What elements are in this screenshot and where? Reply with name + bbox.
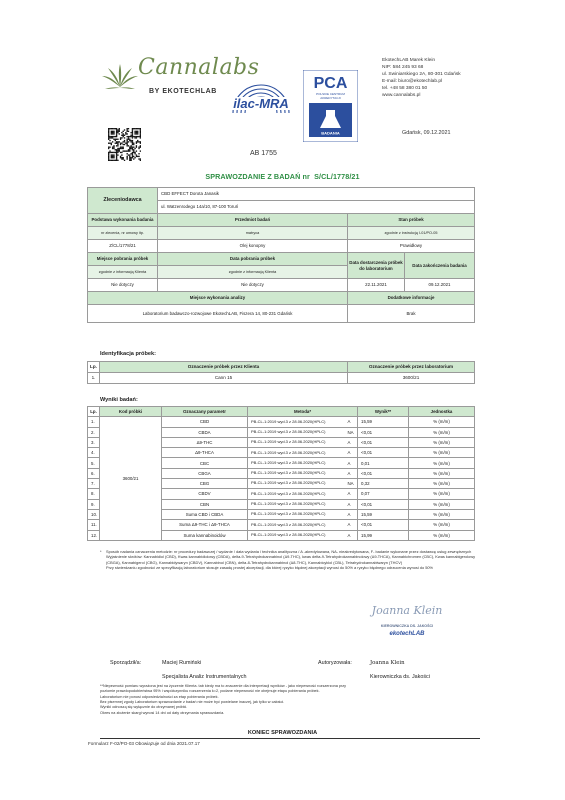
authorized-by-name: Joanna Klein (370, 660, 405, 666)
svg-text:KIEROWNICZKA DS. JAKOŚCI: KIEROWNICZKA DS. JAKOŚCI (380, 624, 434, 628)
authorized-by-role: Kierowniczka ds. Jakości (370, 674, 430, 680)
authorized-by-label: Autoryzowała: (318, 660, 352, 666)
table-row: 12. Suma kannabinoidów PB-CL-1:2019 wyd.3 z 28.06.2020(HPLC) A 15,99 % (m/m) (88, 530, 475, 540)
identification-section-label: Identyfikacja próbek: (100, 351, 156, 357)
divider (100, 738, 480, 739)
table-row: 6. CBGA PB-CL-1:2019 wyd.3 z 28.06.2020(HPLC) A <0,01 % (m/m) (88, 468, 475, 478)
table-row: 10. Suma CBD i CBDA PB-CL-1:2019 wyd.3 z 28.06.2020(HPLC) A 15,59 % (m/m) (88, 509, 475, 519)
table-row: 1. Cann 15 3600/21 (88, 373, 475, 384)
prepared-by-name: Maciej Rumiński (162, 660, 202, 666)
results-table: Lp. Kod próbki Oznaczany parametr Metoda* Wynik** Jednostka 1. 3600/21 CBD PB-CL-1:2019 wyd.3 z 28.06.2020(HPLC) A 15,59 % (m/m) 2. CBDA PB-CL-1:2019 wyd.3 z 28.06.2020(HPLC) NA <0,01 % (m/m) 3. Δ9-THC PB-CL-1:2019 wyd.3 z 28.06.2020(HPLC) A <0,01 % (m/m) 4. Δ9-THCA PB-CL-1:2019 wyd.3 z 28.06.2020(HPLC) A <0,01 % (m/m) 5. CBC PB-CL-1:2019 wyd.3 z 28.06.2020(HPLC) A 0,01 % (m/m) 6. CBGA PB-CL-1:2019 wyd.3 z 28.06.2020(HPLC) A <0,01 % (m/m) 7. CBG PB-CL-1:2019 wyd.3 z 28.06.2020(HPLC) NA 0,32 % (m/m) 8. CBDV PB-CL-1:2019 wyd.3 z 28.06.2020(HPLC) A 0,07 % (m/m) 9. CBN PB-CL-1:2019 wyd.3 z 28.06.2020(HPLC) A <0,01 % (m/m) 10. Suma CBD i CBDA PB-CL-1:2019 wyd.3 z 28.06.2020(HPLC) A 15,59 % (m/m) 11. Suma Δ9-THC i Δ9-THCA PB-CL-1:2019 wyd.3 z 28.06.2020(HPLC) A <0,01 % (m/m) 12. Suma kannabinoidów PB-CL-1:2019 wyd.3 z 28.06.2020(HPLC) A 15,99 % (m/m) (87, 406, 475, 541)
report-title: SPRAWOZDANIE Z BADAŃ nr S/CL/1778/21 (205, 172, 360, 181)
results-section-label: Wyniki badań: (100, 397, 138, 403)
handwritten-signature: Joanna Klein (371, 604, 443, 617)
svg-text:POLSKIE CENTRUM: POLSKIE CENTRUM (316, 92, 345, 96)
prepared-by-role: Specjalista Analiz Instrumentalnych (162, 674, 247, 680)
svg-text:ekotechLAB: ekotechLAB (389, 631, 425, 637)
table-row: 11. Suma Δ9-THC i Δ9-THCA PB-CL-1:2019 wyd.3 z 28.06.2020(HPLC) A <0,01 % (m/m) (88, 520, 475, 530)
pca-accreditation-logo (303, 70, 358, 142)
svg-text:AKREDYTACJI: AKREDYTACJI (320, 96, 341, 100)
sample-code-cell: 3600/21 (100, 417, 162, 541)
footnotes-block: **Niepewność pomiaru wyrażona jest na życzenie Klienta. tab kiedy ma to znaczenie dla interpretacji wyników - jako niepewność rozszerzona przy poziomie prawdopodobieństwa 95% i współczynniku rozszerzenia k=2, podane niepewność nie obejmuje etapu pobierania próbek. Laboratorium nie ponosi odpowiedzialności za etap pobierania próbek. Bez pisemnej zgody Laboratorium sprawozdanie z badań nie może być powielane inaczej, jak tylko w całości. Wyniki odnoszą się wyłącznie do otrzymanej próbki. Okres na złożenie skargi wynosi 14 dni od daty otrzymania sprawozdania. (100, 684, 347, 715)
notes-block: * Sposób nadania oznaczenia metodzie: nr procedury badawczej / wydanie / data wydania / technika analityczna / A -akredytowana, NA- nieakredytowana, F- badanie wykonane przez dostawcę usług zewnętrznych Wyjaśnienie skrótów: Kannabidiol (CBD), Kwas kannabidiolowy (CBDA), delta-9-Tetrahydrokannabinol (Δ9-THC), kwas delta-9-Tetrahydrokannabinolowy (Δ9-THCA), Kannabichromen (CBC), Kwas kannabigerolowy (CBGA), Kannabigerol (CBG), Kannabidywaryn (CBDV), Kannabinol (CBN), delta-8-Tetrahydrokannabinol (Δ8-THC), Kannabicyklol (CBL), Tetrahydrokannabiwaryn (THCV) Przy stwierdzaniu zgodności ze specyfikacją laboratorium stosuje zasadę prostej akceptacji, dla której ryzyko błędnej akceptacji wynosi do 50% a ryzyko błędnego odrzucenia wynosi do 50% (100, 549, 476, 570)
brand-subtitle: BY EKOTECHLAB (149, 88, 217, 95)
accreditation-number: AB 1755 (250, 150, 277, 157)
table-row: 1. 3600/21 CBD PB-CL-1:2019 wyd.3 z 28.06.2020(HPLC) A 15,59 % (m/m) (88, 417, 475, 427)
brand-logo-text: Cannalabs (138, 55, 260, 80)
pca-text: PCA (313, 75, 348, 92)
table-row: 7. CBG PB-CL-1:2019 wyd.3 z 28.06.2020(HPLC) NA 0,32 % (m/m) (88, 479, 475, 489)
table-row: 4. Δ9-THCA PB-CL-1:2019 wyd.3 z 28.06.2020(HPLC) A <0,01 % (m/m) (88, 448, 475, 458)
ilac-mra-logo (225, 73, 297, 123)
cannabis-leaf-icon (100, 62, 140, 92)
ilac-mra-text: ilac-MRA (233, 96, 289, 111)
report-info-table: Zleceniodawca CBD EFFECT Dorota Janasik ul. Watzenrodego 14a/10, 87-100 Toruń Podstawa wykonania badania Przedmiot badań Stan próbek nr zlecenia, nr umowy itp. matryca zgodnie z instrukcją I-01/PO-05 Z/CL/1778/21 Olej konopny Prawidłowy Miejsce pobrania próbek Data pobrania próbek Data dostarczenia próbek do laboratorium Data zakończenia badania zgodnie z informacją Klienta zgodnie z informacją Klienta Nie dotyczy Nie dotyczy 22.11.2021 09.12.2021 Miejsce wykonania analizy Dodatkowe informacje Laboratorium badawczo-rozwojowe EkotechLAB, Fiszera 14, 80-231 Gdańsk Brak (87, 187, 475, 323)
svg-text:BADANIA: BADANIA (321, 130, 340, 136)
table-row: 2. CBDA PB-CL-1:2019 wyd.3 z 28.06.2020(HPLC) NA <0,01 % (m/m) (88, 427, 475, 437)
table-row: 8. CBDV PB-CL-1:2019 wyd.3 z 28.06.2020(HPLC) A 0,07 % (m/m) (88, 489, 475, 499)
signature-stamp (360, 600, 455, 640)
qr-code (108, 128, 141, 161)
table-row: 9. CBN PB-CL-1:2019 wyd.3 z 28.06.2020(HPLC) A <0,01 % (m/m) (88, 499, 475, 509)
lab-address-block: EkotechLAB Marek Klein NIP: 584 245 93 68 ul. Swiniarskiego 2A, 80-301 Gdańsk E-mail: biuro@ekotechlab.pl tel. +48 58 380 01 50 www.cannalabs.pl (382, 58, 461, 98)
end-of-report: KONIEC SPRAWOZDANIA (247, 730, 318, 736)
table-row: 5. CBC PB-CL-1:2019 wyd.3 z 28.06.2020(HPLC) A 0,01 % (m/m) (88, 458, 475, 468)
place-and-date: Gdańsk, 09.12.2021 (402, 130, 451, 136)
table-row: 3. Δ9-THC PB-CL-1:2019 wyd.3 z 28.06.2020(HPLC) A <0,01 % (m/m) (88, 437, 475, 447)
form-number: Formularz F-02/PO-03 Obowiązuje od dnia 2021.07.17 (88, 741, 200, 746)
identification-table: Lp. Oznaczenie próbek przez Klienta Oznaczenie próbek przez laboratorium 1. Cann 15 3600/21 (87, 361, 475, 384)
prepared-by-label: Sporządził/a: (110, 660, 142, 666)
